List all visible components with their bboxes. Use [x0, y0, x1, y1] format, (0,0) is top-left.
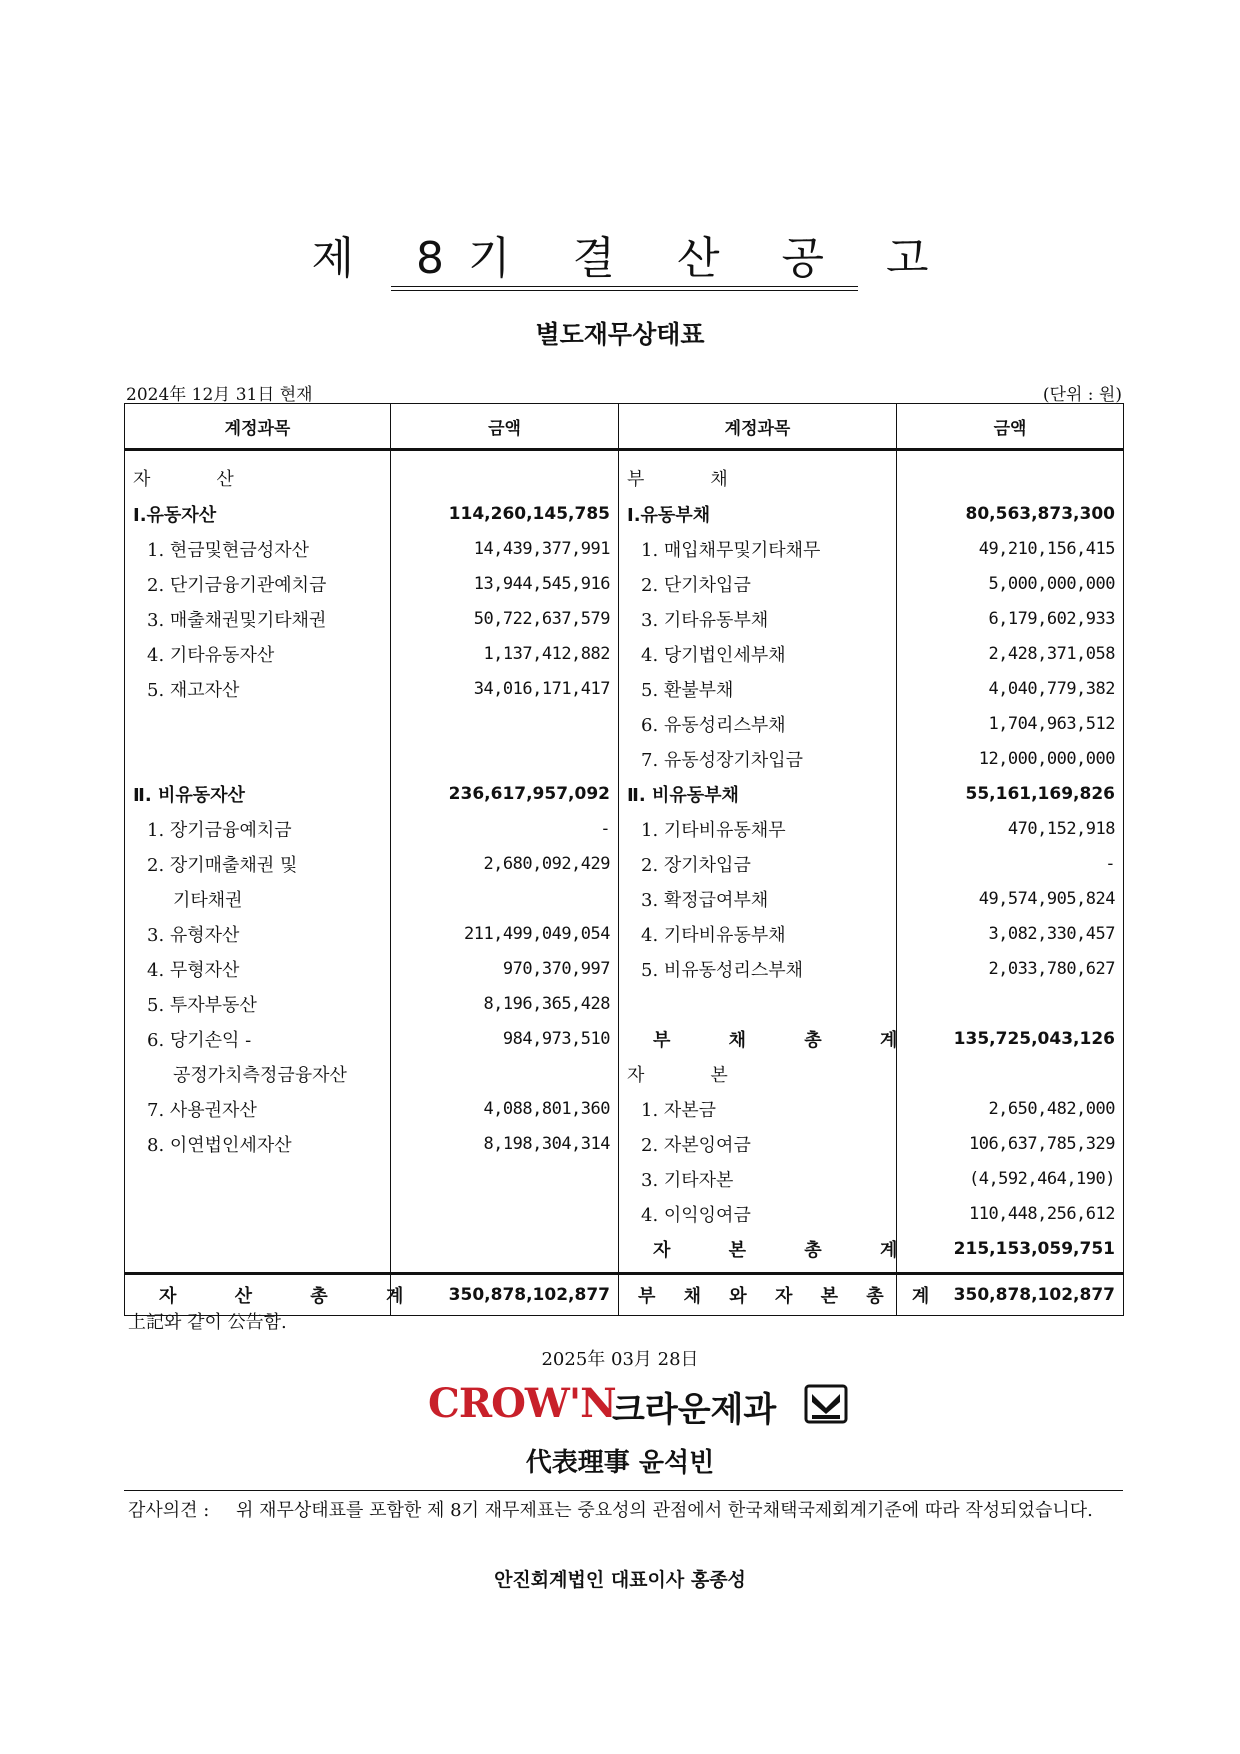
liability-account-label: 4. 당기법인세부채: [619, 636, 897, 671]
liability-account-label: 부 채 총 계: [619, 1021, 897, 1056]
liability-amount: 5,000,000,000: [897, 566, 1124, 601]
asset-amount: [391, 1196, 619, 1231]
total-liabilities-equity-label: 부 채 와 자 본 총 계: [619, 1274, 897, 1316]
asset-account-label: [125, 1231, 391, 1274]
table-row: [125, 706, 1124, 741]
liability-account-label: 1. 기타비유동채무: [619, 811, 897, 846]
asset-amount: 114,260,145,785: [391, 496, 619, 531]
asset-amount: [391, 881, 619, 916]
asset-account-label: 5. 투자부동산: [125, 986, 391, 1021]
asset-account-label: 공정가치측정금융자산: [125, 1056, 391, 1091]
liability-amount: [897, 1056, 1124, 1091]
table-row: [125, 1231, 1124, 1274]
liability-account-label: 6. 유동성리스부채: [619, 706, 897, 741]
liability-amount: 1,704,963,512: [897, 706, 1124, 741]
page-title: 제 8기 결 산 공 고: [311, 233, 953, 284]
asset-amount: [391, 1161, 619, 1196]
asset-account-label: 7. 사용권자산: [125, 1091, 391, 1126]
liability-amount: 49,210,156,415: [897, 531, 1124, 566]
ceo-name: 代表理事 윤석빈: [525, 1448, 715, 1478]
asset-account-label: 2. 장기매출채권 및: [125, 846, 391, 881]
liability-account-label: 1. 자본금: [619, 1091, 897, 1126]
liability-account-label: 4. 이익잉여금: [619, 1196, 897, 1231]
total-assets-value: 350,878,102,877: [391, 1274, 619, 1316]
asset-account-label: 4. 무형자산: [125, 951, 391, 986]
asset-amount: 211,499,049,054: [391, 916, 619, 951]
asset-amount: 984,973,510: [391, 1021, 619, 1056]
liability-account-label: 자 본: [619, 1056, 897, 1091]
table-row: [125, 951, 1124, 986]
asset-amount: 13,944,545,916: [391, 566, 619, 601]
liability-amount: 4,040,779,382: [897, 671, 1124, 706]
asset-amount: [391, 1231, 619, 1274]
column-header: 금액: [391, 404, 619, 450]
liability-amount: 2,033,780,627: [897, 951, 1124, 986]
table-row: [125, 601, 1124, 636]
crown-logo: CROW'N: [428, 1380, 616, 1427]
liability-amount: 6,179,602,933: [897, 601, 1124, 636]
column-header: 계정과목: [125, 404, 391, 450]
table-row: [125, 1056, 1124, 1091]
title-double-rule: [391, 286, 858, 291]
company-seal-icon: [804, 1384, 848, 1424]
liability-amount: 110,448,256,612: [897, 1196, 1124, 1231]
liability-account-label: Ⅱ. 비유동부채: [619, 776, 897, 811]
asset-amount: 970,370,997: [391, 951, 619, 986]
table-row: [125, 671, 1124, 706]
asset-account-label: 8. 이연법인세자산: [125, 1126, 391, 1161]
table-row: [125, 811, 1124, 846]
asset-account-label: Ⅱ. 비유동자산: [125, 776, 391, 811]
asset-account-label: 1. 장기금융예치금: [125, 811, 391, 846]
liability-amount: 2,428,371,058: [897, 636, 1124, 671]
audit-opinion-label: 감사의견 :: [128, 1500, 210, 1521]
liability-account-label: 5. 환불부채: [619, 671, 897, 706]
asset-account-label: [125, 1161, 391, 1196]
asset-account-label: [125, 741, 391, 776]
column-header: 금액: [897, 404, 1124, 450]
statement-subtitle: 별도재무상태표: [535, 320, 705, 349]
table-row: [125, 776, 1124, 811]
asset-account-label: 기타채권: [125, 881, 391, 916]
asset-amount: 34,016,171,417: [391, 671, 619, 706]
liability-account-label: 2. 자본잉여금: [619, 1126, 897, 1161]
asset-account-label: 3. 유형자산: [125, 916, 391, 951]
asset-amount: 8,196,365,428: [391, 986, 619, 1021]
company-name: 크라운제과: [612, 1390, 777, 1430]
liability-amount: 215,153,059,751: [897, 1231, 1124, 1274]
liability-account-label: 2. 단기차입금: [619, 566, 897, 601]
asset-account-label: [125, 1196, 391, 1231]
table-row: [125, 1161, 1124, 1196]
table-row: [125, 986, 1124, 1021]
column-header: 계정과목: [619, 404, 897, 450]
table-row: [125, 566, 1124, 601]
liability-account-label: Ⅰ.유동부채: [619, 496, 897, 531]
table-row: [125, 636, 1124, 671]
liability-account-label: 5. 비유동성리스부채: [619, 951, 897, 986]
liability-account-label: 4. 기타비유동부채: [619, 916, 897, 951]
table-header-row: [125, 404, 1124, 450]
liability-account-label: [619, 986, 897, 1021]
asset-amount: [391, 450, 619, 497]
asset-amount: 2,680,092,429: [391, 846, 619, 881]
notice-text: 上記와 같이 公告함.: [128, 1312, 287, 1333]
unit-label: (단위 : 원): [1042, 385, 1122, 405]
table-row: [125, 1196, 1124, 1231]
liability-amount: 135,725,043,126: [897, 1021, 1124, 1056]
announcement-date: 2025年 03月 28日: [541, 1349, 699, 1370]
audit-divider: [124, 1490, 1123, 1491]
asset-amount: -: [391, 811, 619, 846]
liability-amount: 80,563,873,300: [897, 496, 1124, 531]
liability-account-label: 2. 장기차입금: [619, 846, 897, 881]
liability-amount: 12,000,000,000: [897, 741, 1124, 776]
asset-account-label: 2. 단기금융기관예치금: [125, 566, 391, 601]
total-liabilities-equity-value: 350,878,102,877: [897, 1274, 1124, 1316]
liability-amount: [897, 450, 1124, 497]
asset-amount: 50,722,637,579: [391, 601, 619, 636]
table-row: [125, 916, 1124, 951]
liability-account-label: 3. 기타자본: [619, 1161, 897, 1196]
liability-amount: 106,637,785,329: [897, 1126, 1124, 1161]
table-row: [125, 741, 1124, 776]
liability-amount: 55,161,169,826: [897, 776, 1124, 811]
liability-account-label: 자 본 총 계: [619, 1231, 897, 1274]
asset-account-label: 자 산: [125, 450, 391, 497]
table-row: [125, 450, 1124, 497]
asset-account-label: Ⅰ.유동자산: [125, 496, 391, 531]
asset-account-label: 6. 당기손익 -: [125, 1021, 391, 1056]
table-row: [125, 1126, 1124, 1161]
asset-amount: 1,137,412,882: [391, 636, 619, 671]
asset-amount: [391, 706, 619, 741]
table-row: [125, 531, 1124, 566]
asset-amount: [391, 1056, 619, 1091]
liability-amount: [897, 986, 1124, 1021]
company-block: [0, 1378, 1240, 1434]
total-assets-label: 자 산 총 계: [125, 1274, 391, 1316]
liability-amount: 2,650,482,000: [897, 1091, 1124, 1126]
asset-amount: 4,088,801,360: [391, 1091, 619, 1126]
balance-sheet-table: [124, 403, 1124, 1316]
table-row: [125, 1091, 1124, 1126]
liability-amount: 470,152,918: [897, 811, 1124, 846]
liability-account-label: 3. 확정급여부채: [619, 881, 897, 916]
asset-amount: 236,617,957,092: [391, 776, 619, 811]
asset-amount: [391, 741, 619, 776]
asset-account-label: 5. 재고자산: [125, 671, 391, 706]
liability-account-label: 7. 유동성장기차입금: [619, 741, 897, 776]
liability-account-label: 1. 매입채무및기타채무: [619, 531, 897, 566]
liability-amount: 3,082,330,457: [897, 916, 1124, 951]
asset-account-label: [125, 706, 391, 741]
liability-account-label: 3. 기타유동부채: [619, 601, 897, 636]
asset-account-label: 1. 현금및현금성자산: [125, 531, 391, 566]
table-row: [125, 881, 1124, 916]
audit-opinion-text: 위 재무상태표를 포함한 제 8기 재무제표는 중요성의 관점에서 한국채택국제회계기준에 따라 작성되었습니다.: [236, 1500, 1093, 1521]
liability-amount: 49,574,905,824: [897, 881, 1124, 916]
liability-amount: -: [897, 846, 1124, 881]
asset-amount: 14,439,377,991: [391, 531, 619, 566]
liability-account-label: 부 채: [619, 450, 897, 497]
liability-amount: (4,592,464,190): [897, 1161, 1124, 1196]
asset-amount: 8,198,304,314: [391, 1126, 619, 1161]
asset-account-label: 3. 매출채권및기타채권: [125, 601, 391, 636]
asset-account-label: 4. 기타유동자산: [125, 636, 391, 671]
auditor-name: 안진회계법인 대표이사 홍종성: [494, 1569, 746, 1591]
table-row: [125, 1021, 1124, 1056]
table-row: [125, 846, 1124, 881]
table-row: [125, 496, 1124, 531]
as-of-date: 2024年 12月 31日 현재: [126, 385, 313, 405]
